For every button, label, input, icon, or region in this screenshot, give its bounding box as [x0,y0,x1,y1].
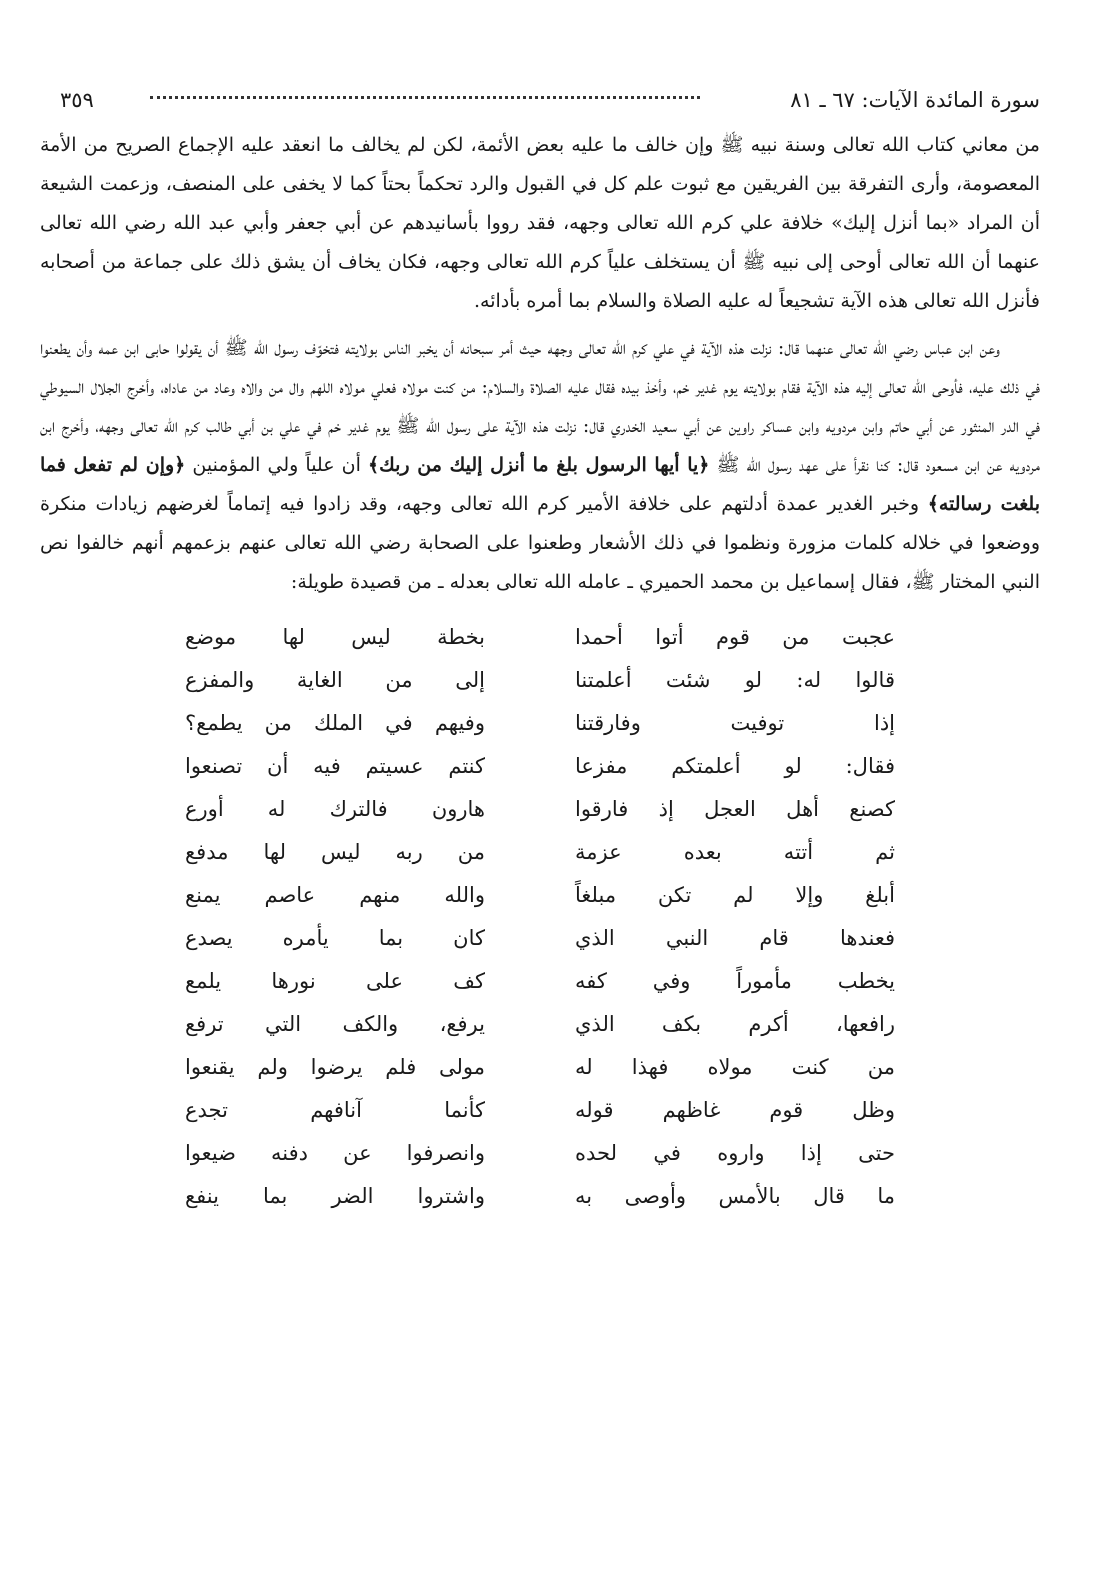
page-number: ٣٥٩ [60,88,94,112]
poem-verse [40,1046,1040,1089]
verse-second-hemistich: كأنما آنافهم تجدع [185,1098,485,1122]
poem-verse [40,1003,1040,1046]
poem-verse [40,702,1040,745]
verse-first-hemistich: حتى إذا واروه في لحده [575,1141,895,1165]
verse-first-hemistich: يخطب مأموراً وفي كفه [575,969,895,993]
verse-first-hemistich: إذا توفيت وفارقتنا [575,711,895,735]
poem-verse [40,659,1040,702]
poem-verse [40,831,1040,874]
verse-second-hemistich: يرفع، والكف التي ترفع [185,1012,485,1036]
verse-first-hemistich: قالوا له: لو شئت أعلمتنا [575,668,895,692]
chapter-title: سورة المائدة الآيات: ٦٧ ـ ٨١ [790,88,1040,112]
paragraph-2-text-a: وعن ابن عباس رضي الله تعالى عنهما قال: نزلت هذه الآية في علي كرم الله تعالى وجهه حيث أمر سبحانه أن يخبر الناس بولايته فتخوّف رسول الله ﷺ أن يقولوا حابى ابن عمه وأن يطعنوا في ذلك عليه، فأوحى الله تعالى إليه هذه الآية فقام بولايته يوم غدير خم، وأخذ بيده فقال عليه الصلاة والسلام: من كنت مولاه فعلي مولاه اللهم وال من والاه وعاد من عاداه، وأخرج الجلال السيوطي في الدر المنثور عن أبي حاتم وابن مردويه وابن عساكر راوين عن أبي سعيد الخدري قال: نزلت هذه الآية على رسول الله ﷺ يوم غدير خم في علي بن أبي طالب كرم الله تعالى وجهه، وأخرج ابن مردويه عن ابن مسعود قال: كنا نقرأ على عهد رسول الله ﷺ [40,337,1040,476]
running-head [40,80,1040,120]
verse-second-hemistich: مولى فلم يرضوا ولم يقنعوا [185,1055,485,1079]
poem [40,616,1040,1218]
verse-first-hemistich: عجبت من قوم أتوا أحمدا [575,625,895,649]
paragraph-2-text-b: أن علياً ولي المؤمنين [185,454,368,476]
verse-second-hemistich: هارون فالترك له أورع [185,797,485,821]
verse-first-hemistich: أبلغ وإلا لم تكن مبلغاً [575,883,895,907]
poem-verse [40,960,1040,1003]
verse-second-hemistich: كنتم عسيتم فيه أن تصنعوا [185,754,485,778]
verse-second-hemistich: من ربه ليس لها مدفع [185,840,485,864]
poem-verse [40,788,1040,831]
verse-second-hemistich: وفيهم في الملك من يطمع؟ [185,711,485,735]
verse-first-hemistich: من كنت مولاه فهذا له [575,1055,895,1079]
poem-verse [40,1132,1040,1175]
verse-second-hemistich: كان بما يأمره يصدع [185,926,485,950]
verse-second-hemistich: والله منهم عاصم يمنع [185,883,485,907]
paragraph-2-text-c: وخبر الغدير عمدة أدلتهم على خلافة الأمير كرم الله تعالى وجهه، وقد زادوا فيه إتماماً لغرضهم زيادات منكرة ووضعوا في خلاله كلمات مزورة ونظموا في ذلك الأشعار وطعنوا على الصحابة رضي الله تعالى عنهم بزعمهم أنهم خالفوا نص النبي المختار ﷺ، فقال إسماعيل بن محمد الحميري ـ عامله الله تعالى بعدله ـ من قصيدة طويلة: [40,493,1040,593]
verse-first-hemistich: فعندها قام النبي الذي [575,926,895,950]
poem-verse [40,917,1040,960]
poem-verse [40,616,1040,659]
verse-second-hemistich: بخطة ليس لها موضع [185,625,485,649]
verse-second-hemistich: كف على نورها يلمع [185,969,485,993]
paragraph-1 [40,126,1040,321]
book-page [40,80,1040,1218]
leader-dots [150,96,700,99]
paragraph-2 [40,329,1040,602]
verse-second-hemistich: إلى من الغاية والمفزع [185,668,485,692]
poem-verse [40,745,1040,788]
verse-first-hemistich: ثم أتته بعده عزمة [575,840,895,864]
verse-second-hemistich: وانصرفوا عن دفنه ضيعوا [185,1141,485,1165]
poem-verse [40,874,1040,917]
poem-verse [40,1089,1040,1132]
verse-second-hemistich: واشتروا الضر بما ينفع [185,1184,485,1208]
body-text [40,126,1040,602]
quran-quote-1: ﴿يا أيها الرسول بلغ ما أنزل إليك من ربك﴾ [368,454,710,476]
verse-first-hemistich: فقال: لو أعلمتكم مفزعا [575,754,895,778]
verse-first-hemistich: كصنع أهل العجل إذ فارقوا [575,797,895,821]
verse-first-hemistich: وظل قوم غاظهم قوله [575,1098,895,1122]
verse-first-hemistich: رافعها، أكرم بكف الذي [575,1012,895,1036]
poem-verse [40,1175,1040,1218]
paragraph-1-text: من معاني كتاب الله تعالى وسنة نبيه ﷺ وإن خالف ما عليه بعض الأئمة، لكن لم يخالف ما انعقد عليه الإجماع الصريح من الأمة المعصومة، وأرى التفرقة بين الفريقين مع ثبوت علم كل في القبول والرد تحكماً بحتاً كما لا يخفى على المنصف، وزعمت الشيعة أن المراد «بما أنزل إليك» خلافة علي كرم الله تعالى وجهه، فقد رووا بأسانيدهم عن أبي جعفر وأبي عبد الله رضي الله تعالى عنهما أن الله تعالى أوحى إلى نبيه ﷺ أن يستخلف علياً كرم الله تعالى وجهه، فكان يخاف أن يشق ذلك على جماعة من أصحابه فأنزل الله تعالى هذه الآية تشجيعاً له عليه الصلاة والسلام بما أمره بأدائه. [40,134,1040,312]
verse-first-hemistich: ما قال بالأمس وأوصى به [575,1184,895,1208]
quran-quote-2: ﴿وإن لم تفعل فما بلغت رسالته﴾ [40,454,1041,515]
